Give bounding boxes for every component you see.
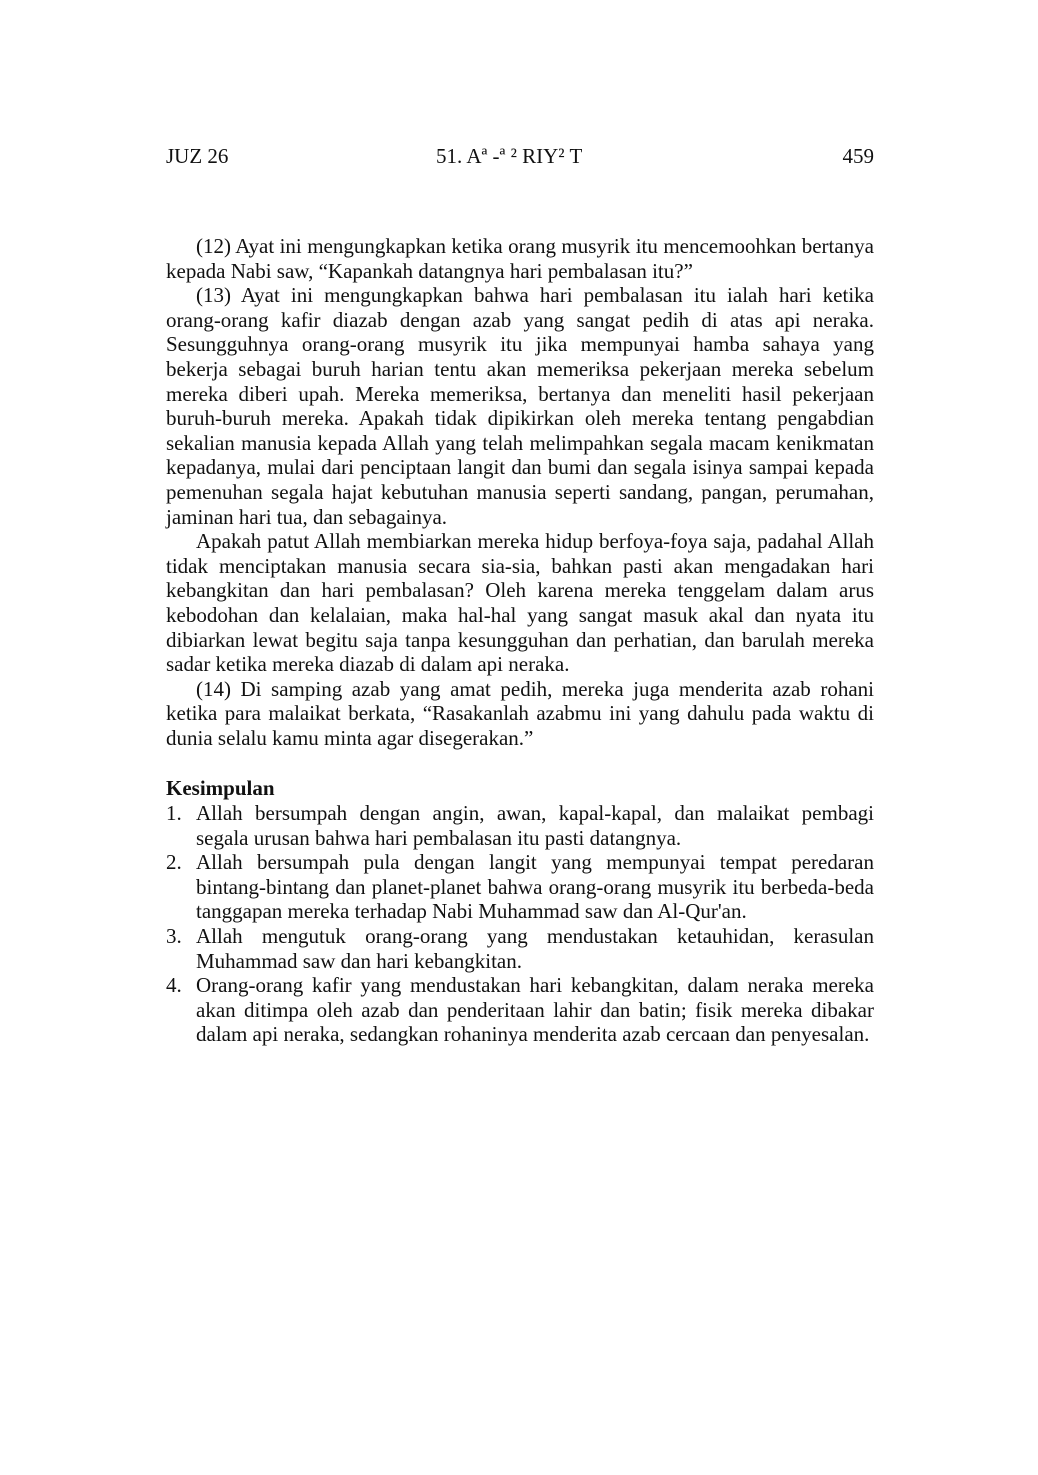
conclusion-item-number: 2.	[166, 850, 182, 875]
conclusion-item	[166, 973, 874, 1047]
page-body	[166, 234, 874, 1047]
conclusion-list	[166, 801, 874, 1047]
conclusion-heading: Kesimpulan	[166, 776, 275, 801]
conclusion-item-text: Orang-orang kafir yang mendustakan hari kebangkitan, dalam neraka mereka akan ditimpa oleh azab dan penderitaan lahir dan batin; fisik mereka dibakar dalam api neraka, sedangkan rohaninya menderita azab cercaan dan penyesalan.	[196, 973, 874, 1047]
conclusion-item-text: Allah bersumpah dengan angin, awan, kapal-kapal, dan malaikat pembagi segala urusan bahwa hari pembalasan itu pasti datangnya.	[196, 801, 874, 850]
page-number: 459	[842, 144, 874, 168]
conclusion-item-number: 1.	[166, 801, 182, 826]
paragraph-verse-14: (14) Di samping azab yang amat pedih, mereka juga menderita azab rohani ketika para malaikat berkata, “Rasakanlah azabmu ini yang dahulu pada waktu di dunia selalu kamu minta agar disegerakan.”	[166, 676, 874, 750]
paragraph-verse-12: (12) Ayat ini mengungkapkan ketika orang musyrik itu mencemoohkan bertanya kepada Nabi saw, “Kapankah datangnya hari pembalasan itu?”	[166, 234, 874, 283]
conclusion-item-number: 4.	[166, 973, 182, 998]
conclusion-item	[166, 924, 874, 973]
conclusion-item-text: Allah bersumpah pula dengan langit yang mempunyai tempat peredaran bintang-bintang dan planet-planet bahwa orang-orang musyrik itu berbeda-beda tanggapan mereka terhadap Nabi Muhammad saw dan Al-Qur'an.	[196, 850, 874, 924]
juz-label: JUZ 26	[166, 144, 229, 168]
conclusion-item-number: 3.	[166, 924, 182, 949]
page-header	[166, 144, 874, 174]
paragraph-continuation: Apakah patut Allah membiarkan mereka hidup berfoya-foya saja, padahal Allah tidak menciptakan manusia secara sia-sia, bahkan pasti akan mengadakan hari kebangkitan dan hari pembalasan? Oleh karena mereka tenggelam dalam arus kebodohan dan kelalaian, maka hal-hal yang sangat masuk akal dan nyata itu dibiarkan lewat begitu saja tanpa kesungguhan dan perhatian, dan barulah mereka sadar ketika mereka diazab di dalam api neraka.	[166, 529, 874, 677]
conclusion-item-text: Allah mengutuk orang-orang yang mendustakan ketauhidan, kerasulan Muhammad saw dan hari kebangkitan.	[196, 924, 874, 973]
conclusion-item	[166, 850, 874, 924]
conclusion-item	[166, 801, 874, 850]
surah-title: 51. Aª -ª ² RIY² T	[436, 144, 583, 168]
paragraph-verse-13: (13) Ayat ini mengungkapkan bahwa hari pembalasan itu ialah hari ketika orang-orang kafir diazab dengan azab yang sangat pedih di atas api neraka. Sesungguhnya orang-orang musyrik itu jika mempunyai hamba sahaya yang bekerja sebagai buruh harian tentu akan memeriksa pekerjaan mereka sebelum mereka diberi upah. Mereka memeriksa, bertanya dan meneliti hasil pekerjaan buruh-buruh mereka. Apakah tidak dipikirkan oleh mereka tentang pengabdian sekalian manusia kepada Allah yang telah melimpahkan segala macam kenikmatan kepadanya, mulai dari penciptaan langit dan bumi dan segala isinya sampai kepada pemenuhan segala hajat kebutuhan manusia seperti sandang, pangan, perumahan, jaminan hari tua, dan sebagainya.	[166, 283, 874, 529]
